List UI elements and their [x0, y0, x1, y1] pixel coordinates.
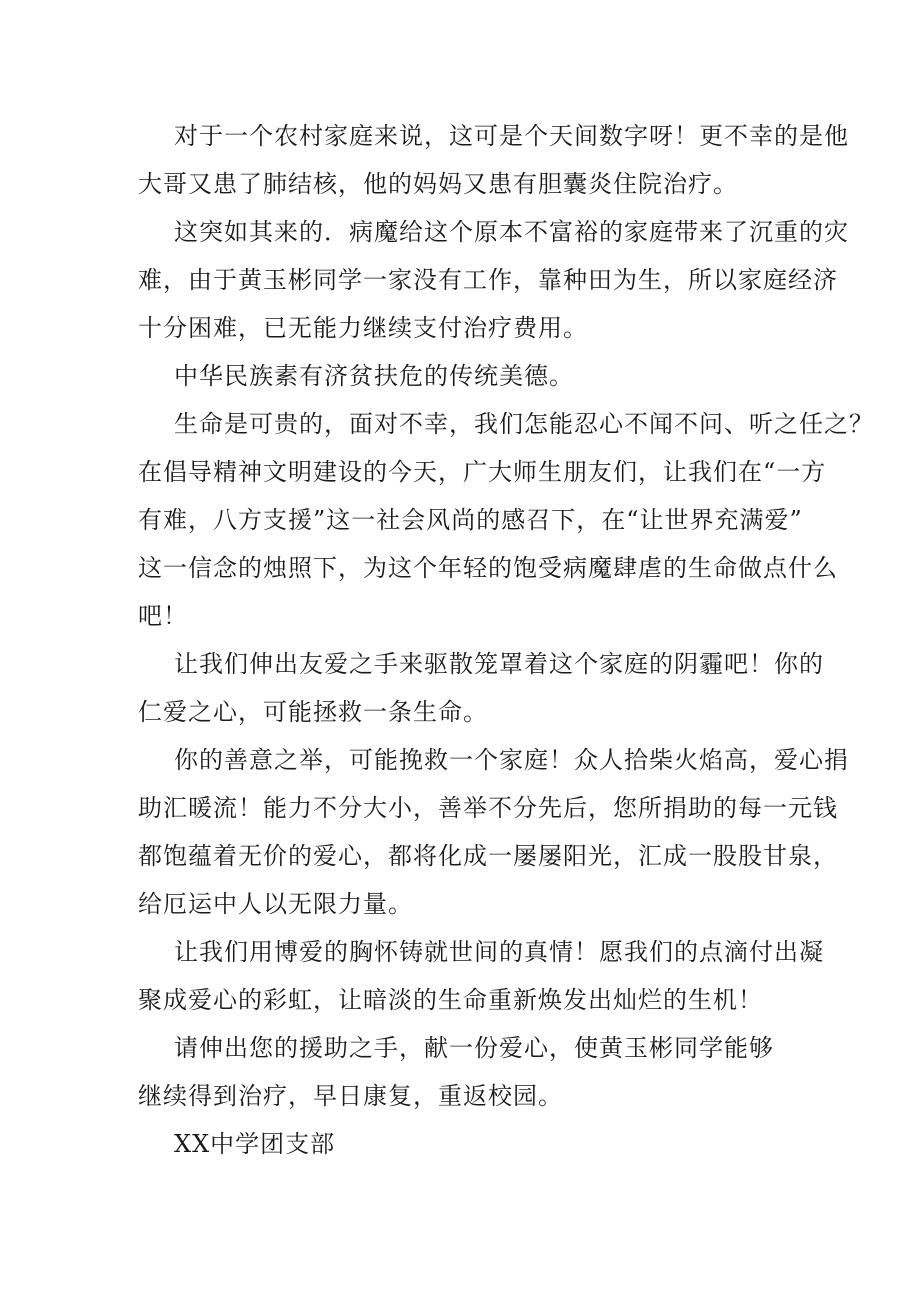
paragraph-line: 十分困难，已无能力继续支付治疗费用。: [138, 314, 588, 342]
paragraph-line: 吧！: [138, 602, 188, 630]
paragraph-line: 请伸出您的援助之手，献一份爱心，使黄玉彬同学能够: [174, 1034, 774, 1062]
paragraph-6: [138, 736, 849, 928]
paragraph-line: 让我们用博爱的胸怀铸就世间的真情！愿我们的点滴付出凝: [174, 938, 824, 966]
paragraph-line: 助汇暖流！能力不分大小，善举不分先后，您所捐助的每一元钱: [138, 794, 838, 822]
paragraph-line: 给厄运中人以无限力量。: [138, 890, 413, 918]
paragraph-line: 中华民族素有济贫扶危的传统美德。: [174, 362, 574, 390]
paragraph-line: 聚成爱心的彩虹，让暗淡的生命重新焕发出灿烂的生机！: [138, 986, 763, 1014]
paragraph-line: 有难，八方支援”这一社会风尚的感召下，在“让世界充满爱”: [138, 506, 803, 534]
paragraph-line: 继续得到治疗，早日康复，重返校园。: [138, 1082, 563, 1110]
paragraph-line: 这突如其来的．病魔给这个原本不富裕的家庭带来了沉重的灾: [174, 218, 849, 246]
paragraph-line: 难，由于黄玉彬同学一家没有工作，靠种田为生，所以家庭经济: [138, 266, 838, 294]
paragraph-line: 在倡导精神文明建设的今天，广大师生朋友们，让我们在“一方: [138, 458, 827, 486]
paragraph-7: [138, 928, 824, 1024]
paragraph-line: 对于一个农村家庭来说，这可是个天间数字呀！更不幸的是他: [174, 122, 849, 150]
paragraph-line: 仁爱之心，可能拯救一条生命。: [138, 698, 488, 726]
paragraph-2: [138, 208, 849, 352]
paragraph-line: 都饱蕴着无价的爱心，都将化成一屡屡阳光，汇成一股股甘泉，: [138, 842, 838, 870]
paragraph-1: [138, 112, 849, 208]
paragraph-3: [138, 352, 798, 400]
paragraph-line: 你的善意之举，可能挽救一个家庭！众人拾柴火焰高，爱心捐: [174, 746, 849, 774]
paragraph-line: 这一信念的烛照下，为这个年轻的饱受病魔肆虐的生命做点什么: [138, 554, 838, 582]
paragraph-8: [138, 1024, 798, 1120]
paragraph-line: 让我们伸出友爱之手来驱散笼罩着这个家庭的阴霾吧！你的: [174, 650, 824, 678]
paragraph-line: 生命是可贵的，面对不幸，我们怎能忍心不闻不问、听之任之？: [174, 410, 874, 438]
signature-block: [138, 1120, 798, 1168]
document-body: [138, 112, 874, 1168]
paragraph-5: [138, 640, 824, 736]
paragraph-4: [138, 400, 874, 640]
paragraph-line: 大哥又患了肺结核，他的妈妈又患有胆囊炎住院治疗。: [138, 170, 738, 198]
signature-organization: XX中学团支部: [174, 1130, 336, 1158]
